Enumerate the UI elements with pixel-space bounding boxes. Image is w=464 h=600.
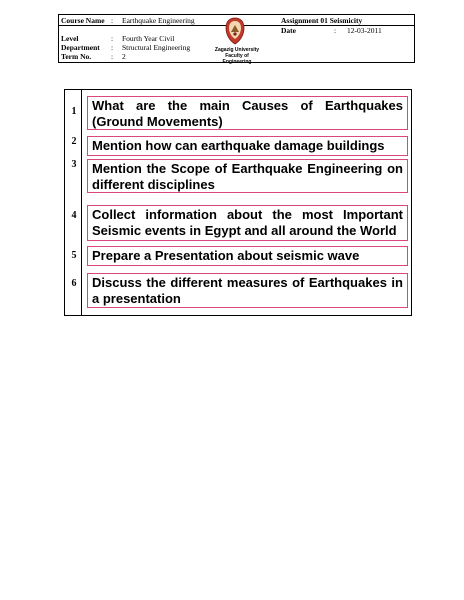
department-label: Department [61, 43, 100, 52]
question-number: 5 [71, 250, 77, 261]
course-name-value: Earthquake Engineering [122, 16, 195, 25]
question-number: 6 [71, 278, 77, 289]
question-number: 4 [71, 210, 77, 221]
term-value: 2 [122, 52, 126, 61]
course-name-label: Course Name [61, 16, 105, 25]
question-box: Prepare a Presentation about seismic wave [87, 246, 408, 266]
level-value: Fourth Year Civil [122, 34, 175, 43]
colon: : [111, 34, 114, 43]
question-number: 2 [71, 136, 77, 147]
university-name: Zagazig University Faculty of Engineering [214, 47, 260, 65]
university-crest-icon [224, 17, 246, 45]
date-label: Date [281, 26, 296, 35]
question-number: 1 [71, 106, 77, 117]
question-number: 3 [71, 159, 77, 170]
question-box: Discuss the different measures of Earthquakes in a presentation [87, 273, 408, 308]
department-value: Structural Engineering [122, 43, 191, 52]
date-value: 12-03-2011 [347, 26, 382, 35]
question-box: What are the main Causes of Earthquakes (Ground Movements) [87, 96, 408, 130]
term-label: Term No. [61, 52, 92, 61]
colon: : [334, 26, 337, 35]
university-logo [213, 17, 260, 65]
column-divider [81, 90, 82, 315]
question-box: Mention the Scope of Earthquake Engineering on different disciplines [87, 159, 408, 193]
colon: : [111, 16, 114, 25]
question-box: Collect information about the most Important Seismic events in Egypt and all around the World [87, 205, 408, 241]
colon: : [111, 52, 114, 61]
level-label: Level [61, 34, 79, 43]
assignment-label: Assignment 01 Seismicity [281, 16, 363, 25]
question-box: Mention how can earthquake damage buildings [87, 136, 408, 156]
colon: : [111, 43, 114, 52]
